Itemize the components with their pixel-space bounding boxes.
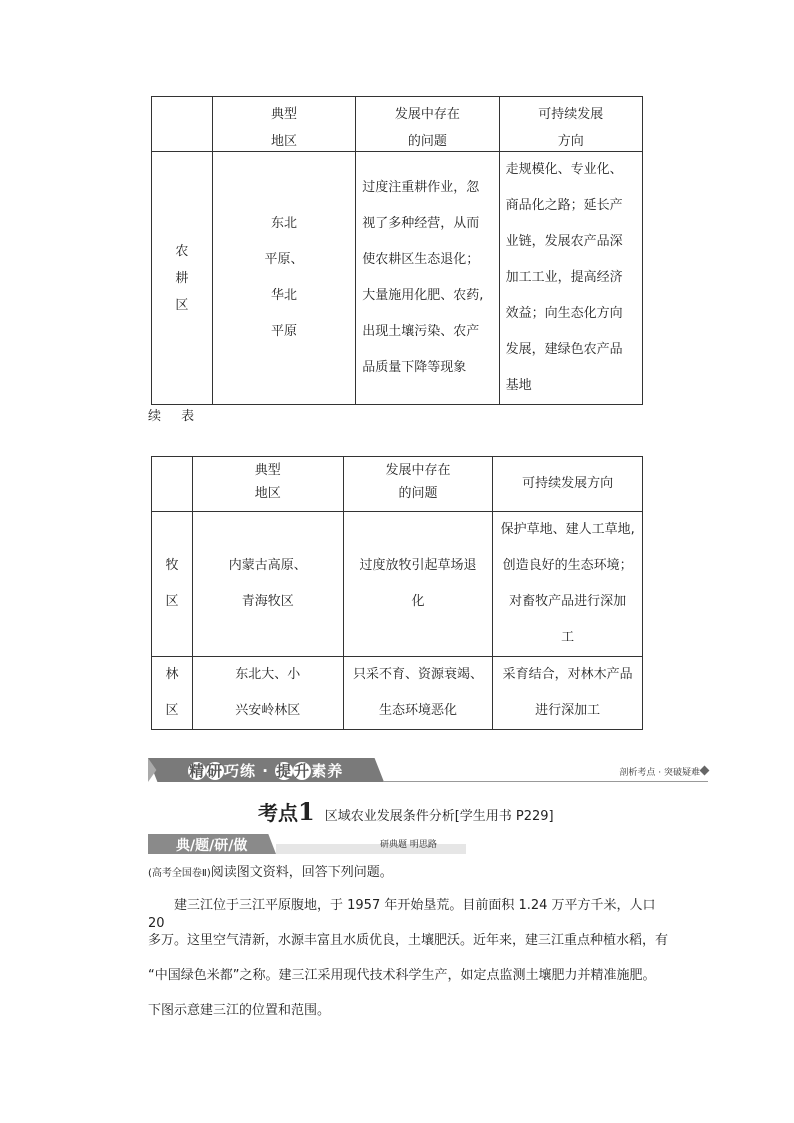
header-cell-problem: 发展中存在 的问题 (343, 457, 493, 512)
header-cell-empty (152, 97, 213, 152)
direction-cell: 采育结合，对林木产品 进行深加工 (493, 657, 643, 730)
region-cell: 东北 平原、 华北 平原 (212, 152, 355, 405)
banner-title: 精 研巧练 · 提 升素养 (188, 762, 344, 780)
table-farming (151, 96, 643, 405)
table-row (152, 657, 643, 730)
problem-cell: 过度放牧引起草场退 化 (343, 512, 493, 657)
question-intro: (高考全国卷Ⅱ)阅读图文资料，回答下列问题。 (148, 865, 393, 880)
zone-cell: 牧 区 (152, 512, 193, 657)
header-cell-direction: 可持续发展方向 (493, 457, 643, 512)
topic-heading: 考点1 区域农业发展条件分析[学生用书 P229] (258, 797, 554, 826)
header-cell-region: 典型 地区 (212, 97, 355, 152)
region-cell: 东北大、小 兴安岭林区 (192, 657, 343, 730)
zone-cell: 农 耕 区 (152, 152, 213, 405)
sub-banner-right-text: 研典题 明思路 (380, 840, 437, 850)
header-cell-empty (152, 457, 193, 512)
table-row (152, 152, 643, 405)
table-row (152, 512, 643, 657)
paragraph-line: 建三江位于三江平原腹地，于 1957 年开始垦荒。目前面积 1.24 万平方千米，人口 20 (148, 898, 656, 931)
problem-cell: 只采不育、资源衰竭、 生态环境恶化 (343, 657, 493, 730)
continued-label: 续 表 (148, 409, 203, 424)
section-banner (148, 758, 708, 784)
paragraph-line: 下图示意建三江的位置和范围。 (148, 1003, 331, 1018)
banner-divider (384, 781, 708, 782)
diamond-icon (700, 766, 710, 776)
table-grazing-forest (151, 456, 643, 730)
direction-cell: 保护草地、建人工草地, 创造良好的生态环境； 对畜牧产品进行深加 工 (493, 512, 643, 657)
header-cell-direction: 可持续发展 方向 (499, 97, 642, 152)
sub-banner-strip (276, 844, 466, 854)
sub-banner (148, 834, 466, 854)
direction-cell: 走规模化、专业化、 商品化之路；延长产 业链，发展农产品深 加工工业，提高经济 效益；向生态化方向 发展，建绿色农产品 基地 (499, 152, 642, 405)
header-cell-problem: 发展中存在 的问题 (356, 97, 499, 152)
zone-cell: 林 区 (152, 657, 193, 730)
table-header-row (152, 457, 643, 512)
region-cell: 内蒙古高原、 青海牧区 (192, 512, 343, 657)
sub-banner-title: 典/题/研/做 (176, 838, 248, 854)
banner-right-text: 剖析考点 · 突破疑难 (619, 768, 700, 778)
header-cell-region: 典型 地区 (192, 457, 343, 512)
table-header-row (152, 97, 643, 152)
paragraph-line: “中国绿色米都”之称。建三江采用现代技术科学生产，如定点监测土壤肥力并精准施肥。 (148, 968, 656, 983)
problem-cell: 过度注重耕作业，忽 视了多种经营，从而 使农耕区生态退化； 大量施用化肥、农药, 出现土壤污染、农产 品质量下降等现象 (356, 152, 499, 405)
paragraph-line: 多万。这里空气清新，水源丰富且水质优良，土壤肥沃。近年来，建三江重点种植水稻，有 (148, 933, 669, 948)
